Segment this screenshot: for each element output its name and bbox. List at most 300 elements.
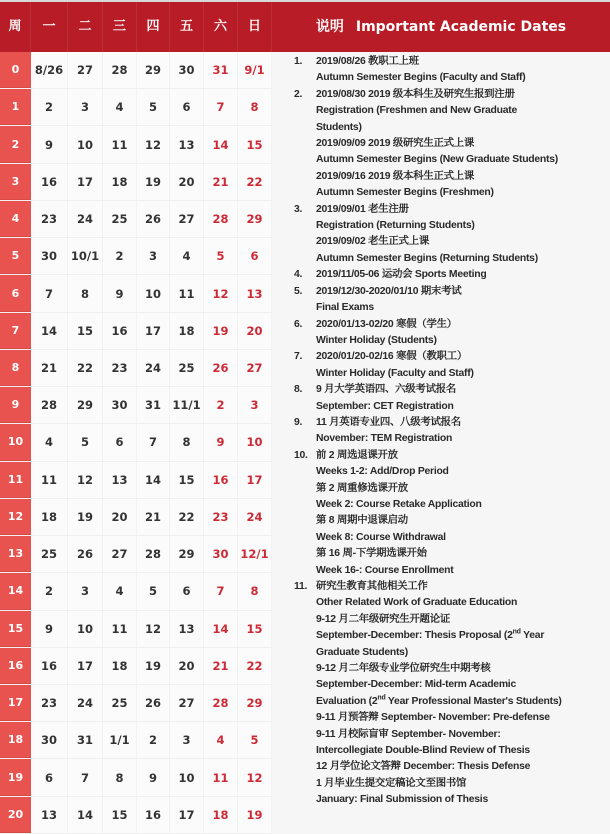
note-line — [294, 628, 610, 644]
note-text: Year — [520, 630, 545, 642]
date-cell: 17 — [68, 164, 103, 200]
date-cell: 27 — [170, 685, 204, 721]
note-number: 8. — [294, 384, 303, 396]
note-line — [294, 792, 610, 808]
date-cell: 18 — [103, 164, 137, 200]
weekend-date-cell: 28 — [204, 685, 238, 721]
date-cell: 11 — [31, 462, 68, 498]
date-cell: 15 — [170, 462, 204, 498]
note-text: Graduate Students) — [316, 646, 408, 658]
day-header: 二 — [68, 2, 103, 52]
date-cell: 12 — [68, 462, 103, 498]
date-cell: 19 — [137, 164, 170, 200]
weekend-date-cell: 3 — [238, 387, 272, 423]
weekend-date-cell: 10 — [238, 424, 272, 460]
date-cell: 13 — [31, 797, 68, 833]
week-number: 11 — [0, 462, 31, 498]
weekend-date-cell: 6 — [238, 238, 272, 274]
note-superscript: nd — [377, 694, 386, 702]
note-line — [294, 202, 610, 218]
date-cell: 5 — [137, 573, 170, 609]
date-cell: 13 — [103, 462, 137, 498]
date-cell: 17 — [68, 648, 103, 684]
date-cell: 8 — [170, 424, 204, 460]
date-cell: 13 — [170, 126, 204, 162]
weekend-date-cell: 27 — [238, 350, 272, 386]
note-text: 9-12 月二年级研究生开题论证 — [316, 613, 450, 625]
date-cell: 7 — [68, 759, 103, 795]
note-text: 2019/12/30-2020/01/10 期末考试 — [316, 285, 462, 297]
date-cell: 17 — [170, 797, 204, 833]
week-number: 18 — [0, 722, 31, 758]
date-cell: 26 — [68, 536, 103, 572]
note-text: 2019/08/26 教职工上班 — [316, 56, 419, 67]
week-row — [0, 611, 272, 648]
weekend-date-cell: 12 — [238, 759, 272, 795]
date-cell: 18 — [170, 313, 204, 349]
date-cell: 14 — [137, 462, 170, 498]
note-line — [294, 481, 610, 497]
note-text: September-December: Thesis Proposal (2 — [316, 630, 513, 642]
week-number: 13 — [0, 536, 31, 572]
note-line — [294, 759, 610, 775]
note-text: Winter Holiday (Faculty and Staff) — [316, 367, 474, 379]
note-line — [294, 54, 610, 70]
week-row — [0, 722, 272, 759]
date-cell: 16 — [31, 648, 68, 684]
note-text: Year Professional Master's Students) — [385, 695, 562, 707]
weekend-date-cell: 19 — [204, 313, 238, 349]
note-text: 第 8 周期中退课启动 — [316, 515, 408, 527]
weekend-date-cell: 22 — [238, 164, 272, 200]
note-number: 3. — [294, 203, 303, 215]
note-line — [294, 317, 610, 333]
date-cell: 27 — [170, 201, 204, 237]
weekend-date-cell: 8 — [238, 89, 272, 125]
date-cell: 3 — [170, 722, 204, 758]
week-row — [0, 52, 272, 89]
week-row — [0, 536, 272, 573]
date-cell: 30 — [170, 52, 204, 88]
date-cell: 25 — [103, 685, 137, 721]
note-line — [294, 530, 610, 546]
note-text: 2019/09/02 老生正式上课 — [316, 236, 429, 248]
note-text: January: Final Submission of Thesis — [316, 794, 488, 806]
weekend-date-cell: 15 — [238, 126, 272, 162]
date-cell: 4 — [103, 573, 137, 609]
date-cell: 3 — [68, 89, 103, 125]
note-line — [294, 366, 610, 382]
date-cell: 27 — [68, 52, 103, 88]
note-number: 7. — [294, 351, 303, 363]
note-number: 9. — [294, 416, 303, 428]
note-line — [294, 152, 610, 168]
week-number: 16 — [0, 648, 31, 684]
weekend-date-cell: 2 — [204, 387, 238, 423]
date-cell: 25 — [103, 201, 137, 237]
note-text: 2020/01/13-02/20 寒假（学生） — [316, 318, 457, 330]
date-cell: 24 — [68, 201, 103, 237]
note-number: 10. — [294, 449, 308, 461]
date-cell: 30 — [31, 722, 68, 758]
week-number: 7 — [0, 313, 31, 349]
week-row — [0, 685, 272, 722]
date-cell: 3 — [137, 238, 170, 274]
note-line — [294, 677, 610, 693]
note-text: 2019/09/09 2019 级研究生正式上课 — [316, 138, 475, 150]
calendar-grid — [0, 52, 272, 834]
weekend-date-cell: 19 — [238, 797, 272, 833]
weekend-date-cell: 13 — [238, 275, 272, 311]
note-number: 6. — [294, 318, 303, 330]
date-cell: 18 — [103, 648, 137, 684]
note-text: September: CET Registration — [316, 400, 454, 412]
weekend-date-cell: 14 — [204, 126, 238, 162]
weekend-date-cell: 8 — [238, 573, 272, 609]
weekend-date-cell: 22 — [238, 648, 272, 684]
note-text: 2019/09/16 2019 级本科生正式上课 — [316, 170, 475, 182]
week-row — [0, 424, 272, 461]
note-line — [294, 218, 610, 234]
note-text: 2019/09/01 老生注册 — [316, 203, 409, 215]
note-text: 9-11 月预答辩 September- November: Pre-defense — [316, 712, 550, 724]
note-text: 2019/08/30 2019 级本科生及研究生报到注册 — [316, 88, 515, 100]
week-row — [0, 126, 272, 163]
note-line — [294, 595, 610, 611]
weekend-date-cell: 21 — [204, 648, 238, 684]
note-line — [294, 284, 610, 300]
weekend-date-cell: 26 — [204, 350, 238, 386]
date-cell: 14 — [31, 313, 68, 349]
date-cell: 26 — [137, 685, 170, 721]
day-header: 三 — [103, 2, 137, 52]
note-number: 1. — [294, 56, 303, 67]
week-row — [0, 238, 272, 275]
day-header: 五 — [170, 2, 204, 52]
note-text: Autumn Semester Begins (Returning Students) — [316, 252, 538, 264]
date-cell: 22 — [68, 350, 103, 386]
date-cell: 7 — [31, 275, 68, 311]
note-line — [294, 136, 610, 152]
weekend-date-cell: 5 — [238, 722, 272, 758]
week-row — [0, 89, 272, 126]
date-cell: 19 — [137, 648, 170, 684]
date-cell: 5 — [137, 89, 170, 125]
week-row — [0, 350, 272, 387]
weekend-date-cell: 31 — [204, 52, 238, 88]
weekend-date-cell: 24 — [238, 499, 272, 535]
note-line — [294, 87, 610, 103]
date-cell: 29 — [68, 387, 103, 423]
week-number: 2 — [0, 126, 31, 162]
note-line — [294, 727, 610, 743]
note-text: Registration (Freshmen and New Graduate — [316, 105, 517, 117]
date-cell: 9 — [31, 126, 68, 162]
weekend-date-cell: 23 — [204, 499, 238, 535]
note-text: 研究生教育其他相关工作 — [316, 581, 428, 592]
note-line — [294, 513, 610, 529]
date-cell: 29 — [137, 52, 170, 88]
note-line — [294, 70, 610, 86]
date-cell: 18 — [31, 499, 68, 535]
note-line — [294, 612, 610, 628]
date-cell: 17 — [137, 313, 170, 349]
note-line — [294, 694, 610, 710]
date-cell: 25 — [31, 536, 68, 572]
week-column-header: 周 — [0, 2, 31, 52]
note-text: 11 月英语专业四、八级考试报名 — [316, 416, 461, 428]
date-cell: 9 — [31, 611, 68, 647]
weekend-date-cell: 4 — [204, 722, 238, 758]
week-row — [0, 164, 272, 201]
weekend-date-cell: 15 — [238, 611, 272, 647]
date-cell: 10 — [68, 611, 103, 647]
date-cell: 6 — [170, 573, 204, 609]
week-number: 0 — [0, 52, 31, 88]
date-cell: 22 — [170, 499, 204, 535]
week-number: 8 — [0, 350, 31, 386]
day-header: 四 — [137, 2, 170, 52]
date-cell: 15 — [103, 797, 137, 833]
date-cell: 23 — [31, 685, 68, 721]
date-cell: 4 — [103, 89, 137, 125]
date-cell: 20 — [103, 499, 137, 535]
date-cell: 11 — [170, 275, 204, 311]
note-line — [294, 251, 610, 267]
date-cell: 14 — [68, 797, 103, 833]
date-cell: 16 — [137, 797, 170, 833]
notes-title — [272, 2, 610, 52]
week-row — [0, 499, 272, 536]
date-cell: 3 — [68, 573, 103, 609]
date-cell: 28 — [137, 536, 170, 572]
note-line — [294, 382, 610, 398]
note-text: 9-12 月二年级专业学位研究生中期考核 — [316, 663, 491, 675]
note-line — [294, 169, 610, 185]
note-text: Final Exams — [316, 302, 374, 314]
week-number: 14 — [0, 573, 31, 609]
note-text: 第 16 周-下学期选课开始 — [316, 548, 427, 560]
note-text: 第 2 周重修选课开放 — [316, 482, 408, 494]
week-row — [0, 201, 272, 238]
note-number: 2. — [294, 88, 303, 100]
date-cell: 27 — [103, 536, 137, 572]
academic-dates-list — [272, 54, 610, 809]
date-cell: 23 — [31, 201, 68, 237]
date-cell: 6 — [31, 759, 68, 795]
note-line — [294, 464, 610, 480]
note-text: 9-11 月校际盲审 September- November: — [316, 728, 501, 740]
week-number: 17 — [0, 685, 31, 721]
note-text: Intercollegiate Double-Blind Review of Thesis — [316, 745, 530, 757]
week-number: 12 — [0, 499, 31, 535]
note-line — [294, 776, 610, 792]
date-cell: 28 — [103, 52, 137, 88]
date-cell: 9 — [137, 759, 170, 795]
note-line — [294, 103, 610, 119]
note-line — [294, 185, 610, 201]
date-cell: 16 — [31, 164, 68, 200]
note-line — [294, 300, 610, 316]
date-cell: 6 — [170, 89, 204, 125]
date-cell: 8/26 — [31, 52, 68, 88]
date-cell: 2 — [137, 722, 170, 758]
note-text: Autumn Semester Begins (Freshmen) — [316, 187, 494, 199]
date-cell: 20 — [170, 648, 204, 684]
date-cell: 8 — [68, 275, 103, 311]
note-text: 前 2 周选退课开放 — [316, 449, 398, 461]
weekend-date-cell: 28 — [204, 201, 238, 237]
date-cell: 28 — [31, 387, 68, 423]
week-number: 4 — [0, 201, 31, 237]
note-text: 12 月学位论文答辩 December: Thesis Defense — [316, 761, 531, 773]
date-cell: 1/1 — [103, 722, 137, 758]
date-cell: 24 — [137, 350, 170, 386]
note-text: Autumn Semester Begins (New Graduate Students) — [316, 154, 558, 166]
week-row — [0, 387, 272, 424]
weekend-date-cell: 11 — [204, 759, 238, 795]
weekend-date-cell: 9/1 — [238, 52, 272, 88]
date-cell: 11 — [103, 126, 137, 162]
date-cell: 30 — [103, 387, 137, 423]
date-cell: 6 — [103, 424, 137, 460]
day-header: 一 — [31, 2, 68, 52]
date-cell: 25 — [170, 350, 204, 386]
week-row — [0, 759, 272, 796]
date-cell: 30 — [31, 238, 68, 274]
date-cell: 2 — [31, 89, 68, 125]
note-text: Other Related Work of Graduate Education — [316, 597, 518, 609]
week-number: 10 — [0, 424, 31, 460]
date-cell: 24 — [68, 685, 103, 721]
note-line — [294, 120, 610, 136]
date-cell: 11 — [103, 611, 137, 647]
note-text: 2019/11/05-06 运动会 Sports Meeting — [316, 269, 487, 281]
date-cell: 16 — [103, 313, 137, 349]
week-number: 5 — [0, 238, 31, 274]
week-row — [0, 797, 272, 834]
note-number: 11. — [294, 581, 308, 592]
date-cell: 11/1 — [170, 387, 204, 423]
week-number: 15 — [0, 611, 31, 647]
note-line — [294, 497, 610, 513]
weekend-date-cell: 14 — [204, 611, 238, 647]
weekend-date-cell: 16 — [204, 462, 238, 498]
date-cell: 19 — [68, 499, 103, 535]
note-line — [294, 645, 610, 661]
week-row — [0, 313, 272, 350]
weekend-date-cell: 5 — [204, 238, 238, 274]
week-row — [0, 275, 272, 312]
week-number: 19 — [0, 759, 31, 795]
date-cell: 10 — [170, 759, 204, 795]
date-cell: 7 — [137, 424, 170, 460]
note-line — [294, 546, 610, 562]
note-text: November: TEM Registration — [316, 433, 453, 445]
weekend-date-cell: 21 — [204, 164, 238, 200]
note-text: Week 2: Course Retake Application — [316, 498, 482, 510]
week-number: 20 — [0, 797, 31, 833]
date-cell: 2 — [103, 238, 137, 274]
date-cell: 10/1 — [68, 238, 103, 274]
note-line — [294, 743, 610, 759]
week-number: 3 — [0, 164, 31, 200]
weekend-date-cell: 12 — [204, 275, 238, 311]
date-cell: 5 — [68, 424, 103, 460]
week-row — [0, 462, 272, 499]
note-text: 1 月毕业生提交定稿论文至图书馆 — [316, 777, 467, 789]
weekend-date-cell: 20 — [238, 313, 272, 349]
note-line — [294, 415, 610, 431]
weekend-date-cell: 29 — [238, 685, 272, 721]
calendar-header — [0, 0, 610, 52]
date-cell: 12 — [137, 611, 170, 647]
note-text: Evaluation (2 — [316, 695, 378, 707]
date-cell: 23 — [103, 350, 137, 386]
date-cell: 8 — [103, 759, 137, 795]
date-cell: 9 — [103, 275, 137, 311]
note-text: September-December: Mid-term Academic — [316, 679, 516, 691]
date-cell: 26 — [137, 201, 170, 237]
date-cell: 31 — [137, 387, 170, 423]
day-header: 六 — [204, 2, 238, 52]
note-line — [294, 234, 610, 250]
note-line — [294, 333, 610, 349]
note-number: 4. — [294, 269, 303, 281]
date-cell: 2 — [31, 573, 68, 609]
note-text: Week 8: Course Withdrawal — [316, 531, 446, 543]
week-row — [0, 573, 272, 610]
note-line — [294, 661, 610, 677]
date-cell: 13 — [170, 611, 204, 647]
weekend-date-cell: 30 — [204, 536, 238, 572]
week-row — [0, 648, 272, 685]
note-text: Autumn Semester Begins (Faculty and Staff) — [316, 72, 526, 84]
note-text: Weeks 1-2: Add/Drop Period — [316, 466, 449, 478]
note-number: 5. — [294, 285, 303, 297]
date-cell: 15 — [68, 313, 103, 349]
date-cell: 10 — [68, 126, 103, 162]
note-line — [294, 448, 610, 464]
weekend-date-cell: 17 — [238, 462, 272, 498]
notes-title-cn: 说明 — [315, 19, 344, 35]
note-line — [294, 579, 610, 595]
date-cell: 12 — [137, 126, 170, 162]
weekend-date-cell: 29 — [238, 201, 272, 237]
week-number: 1 — [0, 89, 31, 125]
note-text: 9 月大学英语四、六级考试报名 — [316, 384, 456, 396]
week-number: 9 — [0, 387, 31, 423]
weekend-date-cell: 7 — [204, 89, 238, 125]
note-line — [294, 431, 610, 447]
note-text: 2020/01/20-02/16 寒假（教职工） — [316, 351, 468, 363]
note-text: Students) — [316, 121, 362, 133]
date-cell: 4 — [170, 238, 204, 274]
date-cell: 21 — [31, 350, 68, 386]
note-line — [294, 563, 610, 579]
weekend-date-cell: 7 — [204, 573, 238, 609]
date-cell: 29 — [170, 536, 204, 572]
date-cell: 21 — [137, 499, 170, 535]
note-text: Winter Holiday (Students) — [316, 334, 437, 346]
note-text: Registration (Returning Students) — [316, 220, 475, 232]
day-header: 日 — [238, 2, 272, 52]
note-text: Week 16-: Course Enrollment — [316, 564, 454, 576]
weekend-date-cell: 18 — [204, 797, 238, 833]
weekend-date-cell: 12/1 — [238, 536, 272, 572]
notes-title-en: Important Academic Dates — [355, 19, 567, 35]
date-cell: 20 — [170, 164, 204, 200]
